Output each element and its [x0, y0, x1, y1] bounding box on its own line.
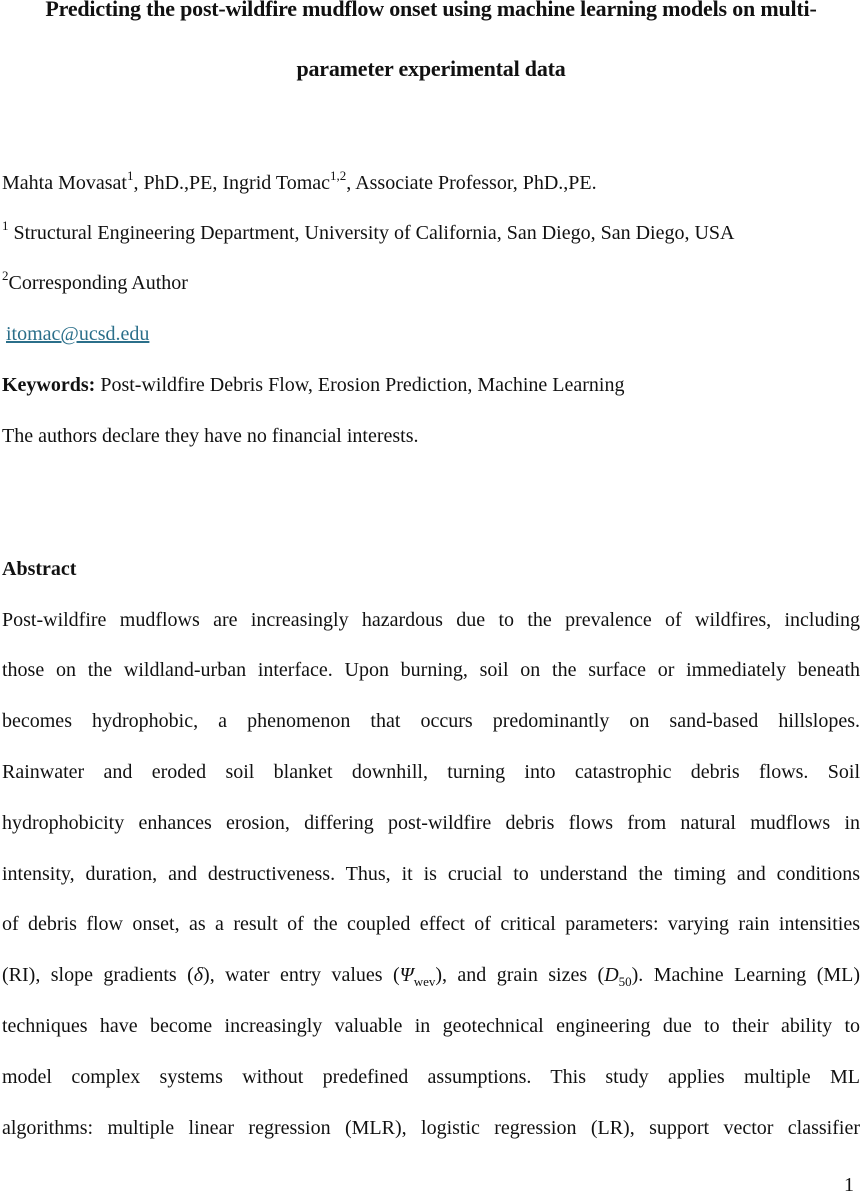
- page-number: 1: [844, 1174, 854, 1196]
- abstract-line: techniques have become increasingly valuable in geotechnical engineering due to their ability to: [2, 1015, 860, 1037]
- affiliation: [2, 218, 735, 245]
- abstract-line: Post-wildfire mudflows are increasingly hazardous due to the prevalence of wildfires, including: [2, 609, 860, 631]
- affiliation-text: Structural Engineering Department, University of California, San Diego, San Diego, USA: [8, 222, 735, 244]
- email-line: [6, 323, 149, 346]
- abstract-line: intensity, duration, and destructiveness. Thus, it is crucial to understand the timing and conditions: [2, 863, 860, 885]
- corresponding-text: Corresponding Author: [8, 272, 188, 294]
- email-link[interactable]: itomac@ucsd.edu: [6, 323, 150, 345]
- abstract-line: becomes hydrophobic, a phenomenon that occurs predominantly on sand-based hillslopes.: [2, 710, 860, 732]
- author-1-name: Mahta Movasat: [2, 172, 127, 194]
- abstract-line: algorithms: multiple linear regression (MLR), logistic regression (LR), support vector classifier: [2, 1117, 860, 1139]
- keywords-text: Post-wildfire Debris Flow, Erosion Prediction, Machine Learning: [95, 374, 625, 396]
- affiliation-sup: 1: [2, 218, 9, 234]
- delta-symbol: δ: [193, 964, 204, 986]
- abstract-line-parameters: [2, 964, 860, 987]
- text-run: ). Machine Learning (ML): [631, 964, 861, 986]
- text-run: ), water entry values (: [203, 964, 400, 986]
- text-run: (RI), slope gradients (: [2, 964, 194, 986]
- title-line-1: Predicting the post-wildfire mudflow onset using machine learning models on multi-: [45, 0, 817, 21]
- keywords-label: Keywords:: [2, 374, 96, 396]
- author-1-sup: 1: [126, 168, 134, 184]
- psi-subscript: wev: [413, 974, 436, 989]
- author-2-creds: , Associate Professor, PhD.,PE.: [346, 172, 597, 194]
- d-subscript: 50: [618, 974, 632, 989]
- disclosure: The authors declare they have no financial interests.: [2, 425, 419, 447]
- abstract-line: those on the wildland-urban interface. Upon burning, soil on the surface or immediately beneath: [2, 659, 860, 681]
- title-line-2: parameter experimental data: [296, 56, 566, 81]
- abstract-line: of debris flow onset, as a result of the coupled effect of critical parameters: varying rain intensities: [2, 913, 860, 935]
- author-2-name: Ingrid Tomac: [222, 172, 331, 194]
- d-symbol: D: [604, 964, 619, 986]
- corresponding-author: [2, 268, 188, 295]
- abstract-line: hydrophobicity enhances erosion, differing post-wildfire debris flows from natural mudflows in: [2, 812, 860, 834]
- author-1-creds: , PhD.,PE,: [133, 172, 223, 194]
- keywords: [2, 374, 625, 397]
- text-run: ), and grain sizes (: [435, 964, 605, 986]
- corresponding-sup: 2: [2, 268, 9, 284]
- author-2-sup: 1,2: [330, 168, 347, 184]
- abstract-heading: Abstract: [2, 558, 77, 580]
- abstract-line: model complex systems without predefined assumptions. This study applies multiple ML: [2, 1066, 860, 1088]
- abstract-line: Rainwater and eroded soil blanket downhill, turning into catastrophic debris flows. Soil: [2, 761, 860, 783]
- author-line: [2, 168, 597, 195]
- psi-symbol: Ψ: [399, 964, 414, 986]
